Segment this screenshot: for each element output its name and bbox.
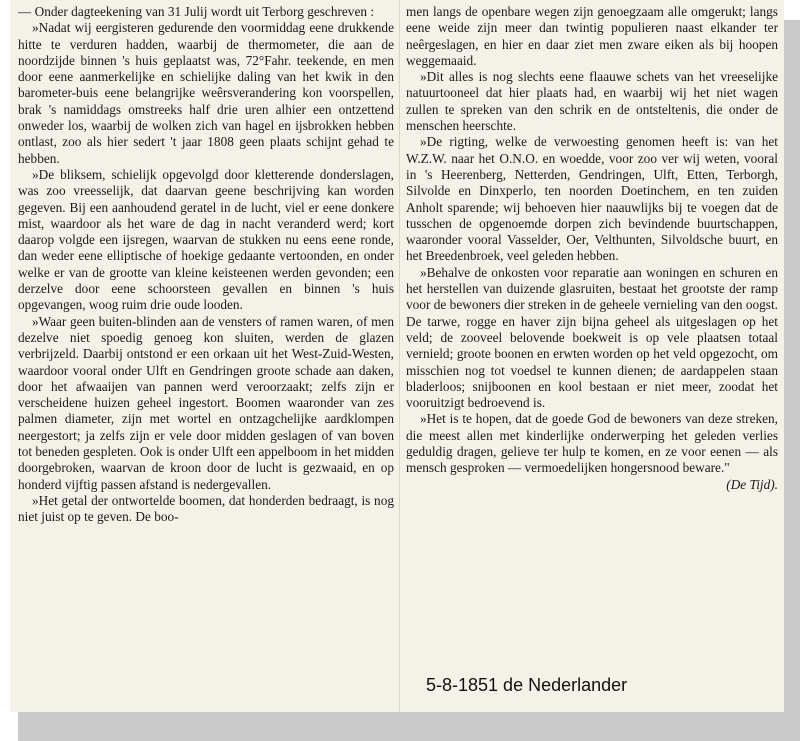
clipping-caption: 5-8-1851 de Nederlander [426,675,628,695]
paragraph-continued-trees: men langs de openbare wegen zijn genoegzaam alle omgerukt; langs eene weide zijn meer dan twintig populieren naast elkander ter neêrgeslagen, en hier en daar ziet men zware eiken als bij hoopen weggemaaid. [406,4,778,68]
paragraph-heat: »Nadat wij eergisteren gedurende den voormiddag eene drukkende hitte te verduren hadden, waarbij de thermometer, die aan de noordzijde binnen 's huis geplaatst was, 72°Fahr. teekende, en men door eene aanmerkelijke en schielijke daling van het kwik in den barometer-buis eene belangrijke weêrsverandering kon voorspellen, brak 's namiddags omstreeks half drie uren alhier een ontzettend onweder los, waarbij de wolken zich van hagel en ijsbrokken hebben ontlast, zoo als hier sedert 't jaar 1808 geen plaats schijnt gehad te hebben. [18,20,394,166]
paragraph-direction: »De rigting, welke de verwoesting genomen heeft is: van het W.Z.W. naar het O.N.O. en woedde, voor zoo ver wij weten, vooral in 's Heerenberg, Netterden, Gendringen, Ulft, Etten, Terborgh, Silvolde en Dinxperlo, ten noorden Doetinchem, en ten zuiden Anholt sparende; wij behoeven hier naauwlijks bij te voegen dat de tusschen de opgenoemde dorpen zich bevindende buurtschappen, waaronder vooral Vasselder, Oer, Velthunten, Silvoldsche buurt, en het Breedenbroek, veel geleden hebben. [406,134,778,264]
source-name: (De Tijd). [726,476,778,492]
paragraph-lightning: »De bliksem, schielijk opgevolgd door kletterende donderslagen, was zoo vreesselijk, dat daarvan geene beschrijving kan worden gegeven. Bij een aanhoudend geratel in de lucht, viel er eene donkere mist, waardoor als het ware de dag in nacht veranderd werd; kort daarop volgde een ijsregen, waarvan de stukken nu eens eene ronde, dan weder eene elliptische of hoekige gedaante vertoonden, en onder welke er van de grootte van kleine keisteenen werden gevonden; een derzelve door eene schoorsteen gevallen en binnen 's huis opgevangen, woog ruim drie oude looden. [18,166,394,313]
article-dateline: — Onder dagteekening van 31 Julij wordt uit Terborg geschreven : [18,4,375,19]
paragraph-sketch: »Dit alles is nog slechts eene flaauwe schets van het vreeselijke natuurtooneel dat hier plaats had, en waarbij wij het niet wagen zullen te spreken van den schrik en de ontsteltenis, die onder de menschen heerschte. [406,69,778,134]
column-divider [399,0,400,712]
paragraph-damage-harvest: »Behalve de onkosten voor reparatie aan woningen en schuren en het herstellen van duizende glasruiten, bestaat het grootste der ramp voor de bewoners dier streken in de geheele vernieling van den oogst. De tarwe, rogge en haver zijn bijna geheel als uitgeslagen op het veld; de zooveel belovende boekweit is op vele plaatsen totaal vernield; groote boonen en erwten worden op het veld opgezocht, om misschien nog tot voedsel te kunnen dienen; de aardappelen staan bladerloos; snijboonen en kool bestaan er niet meer, zoodat het vooruitzigt bedroevend is. [406,264,778,411]
newspaper-clipping [10,0,784,712]
right-column [406,4,778,493]
paragraph-uprooted-trees: »Het getal der ontwortelde boomen, dat honderden bedraagt, is nog niet juist op te geven. De boo- [18,492,394,525]
paragraph-windows-storm: »Waar geen buiten-blinden aan de vensters of ramen waren, of men dezelve niet spoedig genoeg kon sluiten, werden de glazen verbrijzeld. Daarbij ontstond er een orkaan uit het West-Zuid-Westen, waardoor vooral onder Ulft en Gendringen groote schade aan daken, door het afwaaijen van pannen werd veroorzaakt; zelfs zijn er verscheidene huizen geheel ingestort. Boomen waaronder van zes palmen diameter, zijn met wortel en ontzagchelijke aardklompen neergestort; ja zelfs zijn er vele door midden geslagen of van boven tot beneden gespleten. Ook is onder Ulft een appelboom in het midden doorgebroken, waarvan de kroon door de lucht is gezwaaid, en op honderd vijftig passen afstand is nedergevallen. [18,313,394,492]
source-attribution [406,477,778,493]
paragraph-hope: »Het is te hopen, dat de goede God de bewoners van deze streken, die meest allen met kinderlijke onderwerping het geleden verlies geduldig dragen, gelieve ter hulp te komen, en ze voor eenen — als mensch gesproken — vermoedelijken hongersnood beware." [406,411,778,476]
left-column [18,4,394,526]
